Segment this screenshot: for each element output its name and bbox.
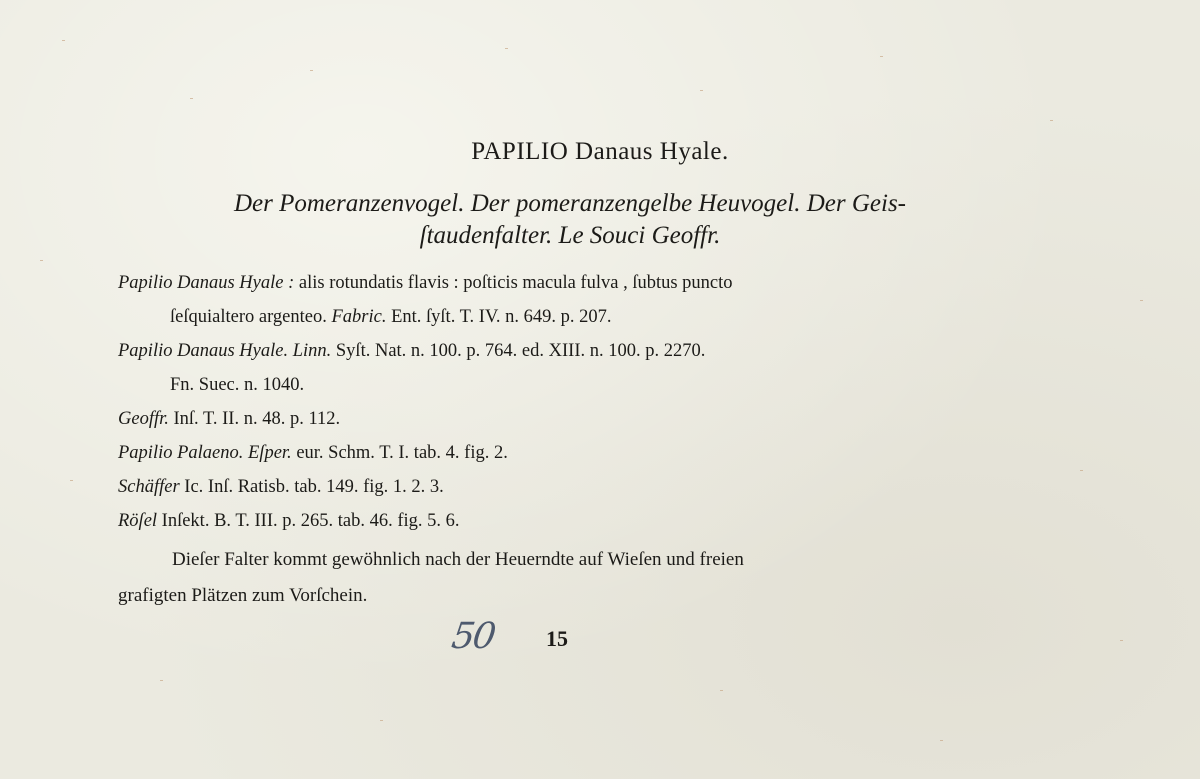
synonymy-entry <box>118 470 1018 504</box>
page-number: 15 <box>546 626 568 651</box>
synonymy-entry <box>118 504 1018 538</box>
paper-speck <box>1140 300 1143 301</box>
entry-lead: Papilio Danaus Hyale : <box>118 273 295 293</box>
entry-lead: Geoffr. <box>118 409 169 429</box>
synonymy-list <box>118 266 1018 538</box>
synonymy-entry <box>118 402 1018 436</box>
entry-tail: Syſt. Nat. n. 100. p. 764. ed. XIII. n. 100. p. 2270. <box>331 341 706 361</box>
paper-speck <box>310 70 313 71</box>
entry-text: Inſ. T. II. n. 48. p. 112. <box>168 409 341 429</box>
paper-speck <box>380 720 383 721</box>
common-names-line-2: ſtaudenfalter. Le Souci Geoffr. <box>419 222 721 249</box>
entry-citation: Eſper. <box>243 443 292 463</box>
entry-text: alis rotundatis flavis : poſticis macula fulva , ſubtus puncto <box>294 273 733 293</box>
entry-text: ſeſquialtero argenteo. <box>170 307 327 327</box>
paper-speck <box>1080 470 1083 471</box>
entry-lead: Röſel <box>118 511 158 531</box>
entry-citation: Fabric. <box>326 307 387 327</box>
species-title: PAPILIO Danaus Hyale. <box>471 138 729 165</box>
entry-text: Fn. Suec. n. 1040. <box>170 375 305 395</box>
entry-lead: Papilio Danaus Hyale. <box>118 341 289 361</box>
handwritten-number: 50 <box>449 616 497 657</box>
entry-lead: Schäffer <box>118 477 180 497</box>
paper-speck <box>505 48 508 49</box>
common-names <box>130 188 1010 252</box>
synonymy-entry <box>118 266 1018 300</box>
synonymy-entry <box>118 334 1018 368</box>
common-names-line-1: Der Pomeranzenvogel. Der pomeranzengelbe Heuvogel. Der Geis- <box>233 190 907 217</box>
paper-speck <box>700 90 703 91</box>
closing-line-2: grafigten Plätzen zum Vorſchein. <box>118 585 368 606</box>
paper-speck <box>40 260 43 261</box>
paper-speck <box>160 680 163 681</box>
entry-text: Inſekt. B. T. III. p. 265. tab. 46. fig. 5. 6. <box>157 511 460 531</box>
paper-speck <box>190 98 193 99</box>
paper-speck <box>62 40 65 41</box>
entry-text: Ic. Inſ. Ratisb. tab. 149. fig. 1. 2. 3. <box>179 477 444 497</box>
entry-tail: Ent. ſyſt. T. IV. n. 649. p. 207. <box>386 307 612 327</box>
entry-citation: Linn. <box>288 341 332 361</box>
synonymy-entry <box>118 300 1018 334</box>
paper-speck <box>720 690 723 691</box>
closing-line-1: Dieſer Falter kommt gewöhnlich nach der Heuerndte auf Wieſen und freien <box>172 549 744 570</box>
paper-speck <box>1050 120 1053 121</box>
paper-speck <box>940 740 943 741</box>
paper-speck <box>70 480 73 481</box>
synonymy-entry <box>118 436 1018 470</box>
entry-tail: eur. Schm. T. I. tab. 4. fig. 2. <box>291 443 508 463</box>
synonymy-entry <box>118 368 1018 402</box>
closing-paragraph <box>118 542 1018 614</box>
paper-speck <box>1120 640 1123 641</box>
paper-speck <box>880 56 883 57</box>
entry-lead: Papilio Palaeno. <box>118 443 244 463</box>
